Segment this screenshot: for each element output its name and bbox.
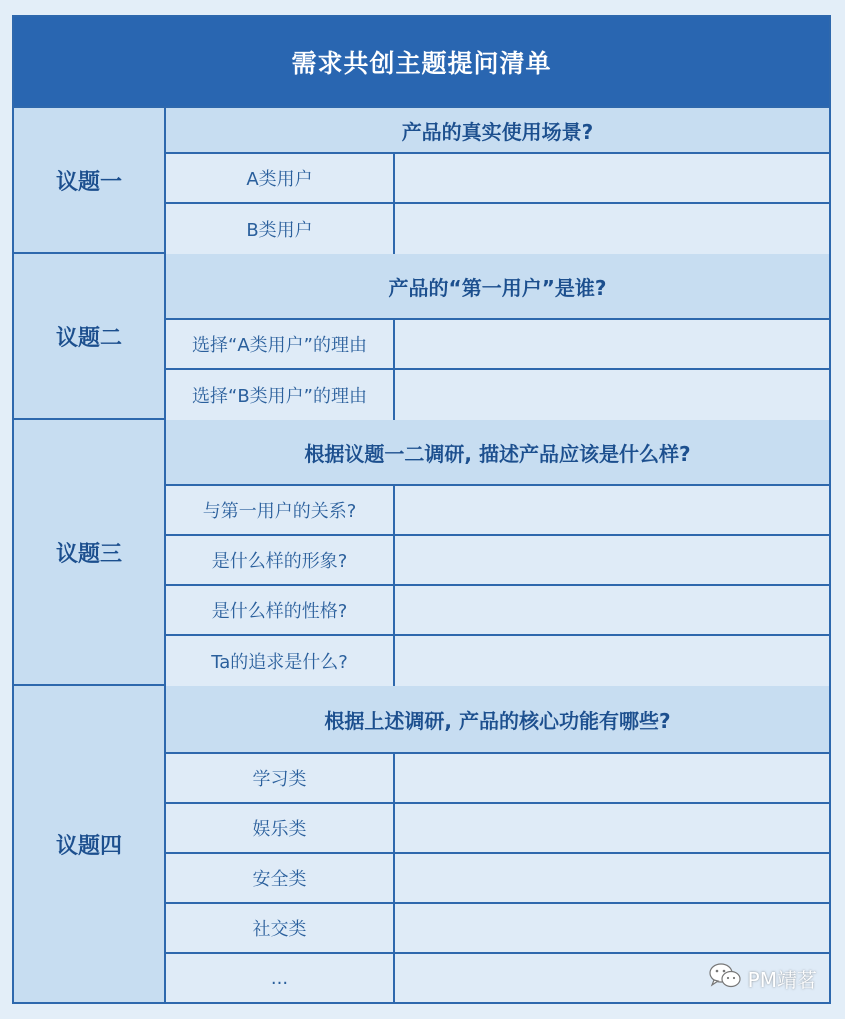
table-row: [166, 370, 829, 420]
table-row: [166, 754, 829, 804]
table-row: [166, 854, 829, 904]
answer-cell: [395, 586, 829, 634]
answer-cell: [395, 204, 829, 254]
table-row: [166, 904, 829, 954]
row-label: 选择“B类用户”的理由: [166, 370, 395, 420]
topic-label: 议题三: [14, 420, 166, 684]
topic-label: 议题一: [14, 108, 166, 252]
answer-cell: [395, 854, 829, 902]
topic-question: 根据上述调研, 产品的核心功能有哪些?: [166, 686, 829, 754]
row-label: 娱乐类: [166, 804, 395, 852]
table-row: [166, 154, 829, 204]
answer-cell: [395, 636, 829, 686]
answer-cell: [395, 536, 829, 584]
table-row: [166, 486, 829, 536]
table-row: [166, 636, 829, 686]
answer-cell: [395, 754, 829, 802]
table-row: [166, 536, 829, 586]
topic-section-3: [14, 420, 829, 686]
wechat-icon: [708, 962, 742, 995]
topic-question: 根据议题一二调研, 描述产品应该是什么样?: [166, 420, 829, 486]
row-label: 是什么样的性格?: [166, 586, 395, 634]
row-label: Ta的追求是什么?: [166, 636, 395, 686]
answer-cell: [395, 904, 829, 952]
row-label: 安全类: [166, 854, 395, 902]
watermark: [708, 962, 817, 995]
table-title: 需求共创主题提问清单: [14, 17, 829, 108]
row-label: B类用户: [166, 204, 395, 254]
answer-cell: [395, 320, 829, 368]
row-label: 社交类: [166, 904, 395, 952]
answer-cell: [395, 370, 829, 420]
topic-question: 产品的真实使用场景?: [166, 108, 829, 154]
topic-section-2: [14, 254, 829, 420]
table-row: [166, 320, 829, 370]
table-row: [166, 204, 829, 254]
row-label: A类用户: [166, 154, 395, 202]
watermark-text: PM靖茗: [747, 968, 817, 992]
table-row: [166, 804, 829, 854]
topic-section-4: [14, 686, 829, 1002]
topic-section-1: [14, 108, 829, 254]
row-label: 是什么样的形象?: [166, 536, 395, 584]
answer-cell: [395, 486, 829, 534]
row-label: 与第一用户的关系?: [166, 486, 395, 534]
topic-label: 议题二: [14, 254, 166, 418]
table-row: [166, 586, 829, 636]
row-label: 学习类: [166, 754, 395, 802]
answer-cell: [395, 154, 829, 202]
topic-question: 产品的“第一用户”是谁?: [166, 254, 829, 320]
row-label: 选择“A类用户”的理由: [166, 320, 395, 368]
question-table: [12, 15, 831, 1004]
row-label: ...: [166, 954, 395, 1002]
topic-label: 议题四: [14, 686, 166, 1002]
answer-cell: [395, 804, 829, 852]
